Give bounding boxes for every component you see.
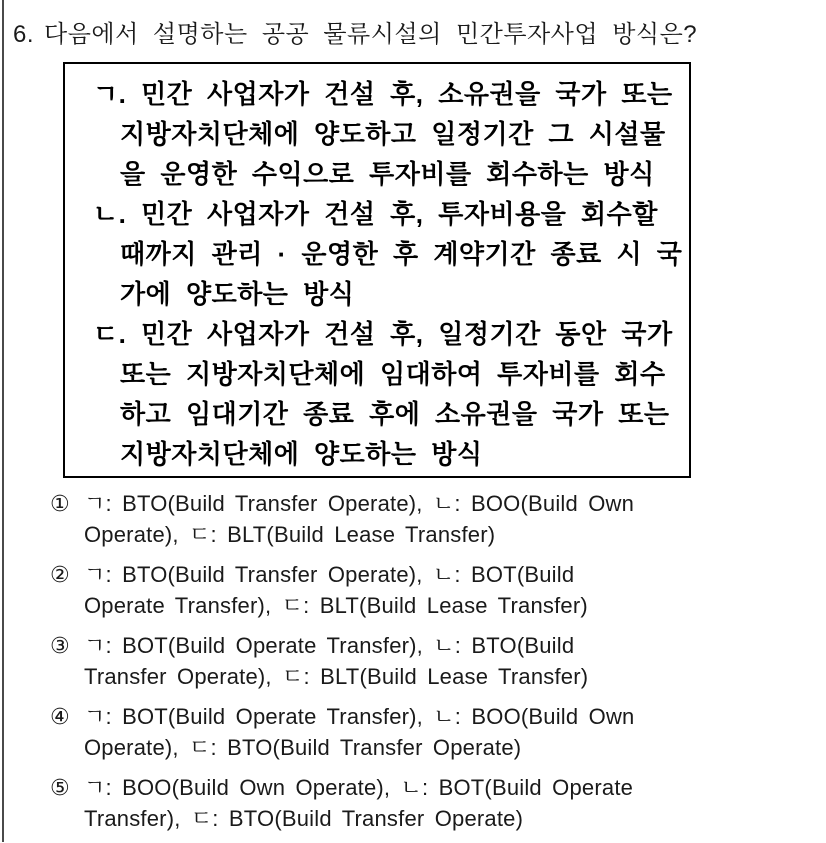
- choice-4[interactable]: [50, 701, 810, 763]
- passage-line: ㄷ. 민간 사업자가 건설 후, 일정기간 동안 국가: [93, 319, 673, 349]
- passage-line: 또는 지방자치단체에 임대하여 투자비를 회수: [120, 359, 666, 389]
- passage-line: 때까지 관리 · 운영한 후 계약기간 종료 시 국: [120, 239, 683, 269]
- choice-1-text: [84, 488, 634, 550]
- choice-line: Operate), ㄷ: BLT(Build Lease Transfer): [84, 522, 496, 547]
- question-text: 다음에서 설명하는 공공 물류시설의 민간투자사업 방식은?: [44, 21, 698, 48]
- question-title: [13, 14, 697, 49]
- column-divider-rule: [2, 0, 4, 842]
- choice-line: ㄱ: BOO(Build Own Operate), ㄴ: BOT(Build Operate: [84, 775, 634, 800]
- choice-3[interactable]: [50, 630, 810, 692]
- passage-line: 지방자치단체에 양도하는 방식: [120, 439, 483, 469]
- choice-1[interactable]: [50, 488, 810, 550]
- choice-3-marker[interactable]: ③: [50, 633, 70, 658]
- choice-line: ㄱ: BOT(Build Operate Transfer), ㄴ: BOO(Build Own: [84, 704, 635, 729]
- choice-2-text: [84, 559, 588, 621]
- passage-line: ㄱ. 민간 사업자가 건설 후, 소유권을 국가 또는: [93, 79, 673, 109]
- passage-line: ㄴ. 민간 사업자가 건설 후, 투자비용을 회수할: [93, 199, 658, 229]
- answer-choices: [50, 488, 810, 843]
- passage-box: [63, 62, 691, 478]
- choice-line: ㄱ: BOT(Build Operate Transfer), ㄴ: BTO(Build: [84, 633, 575, 658]
- passage-line: 하고 임대기간 종료 후에 소유권을 국가 또는: [120, 399, 670, 429]
- choice-1-marker[interactable]: ①: [50, 491, 70, 516]
- passage-item-giyeok: [93, 74, 689, 194]
- choice-line: Transfer Operate), ㄷ: BLT(Build Lease Transfer): [84, 664, 589, 689]
- choice-5-text: [84, 772, 633, 834]
- passage-item-digeut: [93, 314, 689, 474]
- choice-line: ㄱ: BTO(Build Transfer Operate), ㄴ: BOO(Build Own: [84, 491, 635, 516]
- choice-line: Transfer), ㄷ: BTO(Build Transfer Operate): [84, 806, 524, 831]
- passage-line: 지방자치단체에 양도하고 일정기간 그 시설물: [120, 119, 666, 149]
- choice-3-text: [84, 630, 588, 692]
- choice-2[interactable]: [50, 559, 810, 621]
- choice-line: Operate), ㄷ: BTO(Build Transfer Operate): [84, 735, 522, 760]
- choice-line: ㄱ: BTO(Build Transfer Operate), ㄴ: BOT(Build: [84, 562, 575, 587]
- choice-4-marker[interactable]: ④: [50, 704, 70, 729]
- choice-2-marker[interactable]: ②: [50, 562, 70, 587]
- passage-line: 가에 양도하는 방식: [120, 279, 355, 309]
- passage-item-nieun: [93, 194, 689, 314]
- choice-5-marker[interactable]: ⑤: [50, 775, 70, 800]
- choice-5[interactable]: [50, 772, 810, 834]
- passage-line: 을 운영한 수익으로 투자비를 회수하는 방식: [120, 159, 655, 189]
- choice-line: Operate Transfer), ㄷ: BLT(Build Lease Transfer): [84, 593, 588, 618]
- question-number: 6.: [13, 21, 35, 48]
- choice-4-text: [84, 701, 634, 763]
